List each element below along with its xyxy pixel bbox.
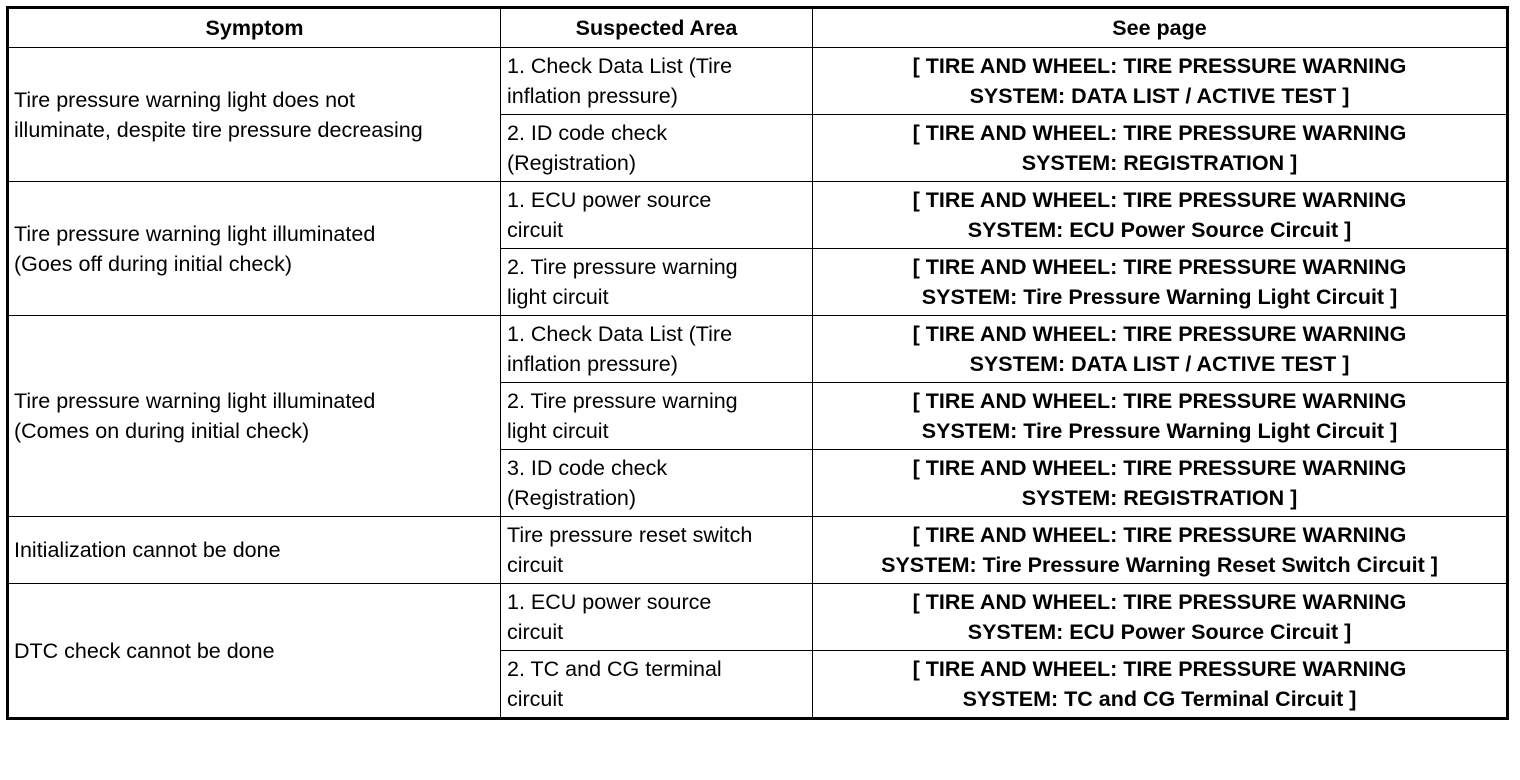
suspected-area-cell xyxy=(501,651,813,719)
see-page-cell xyxy=(813,517,1508,584)
suspected-area-cell xyxy=(501,182,813,249)
suspected-area-line: circuit xyxy=(507,620,564,644)
suspected-area-line: Tire pressure reset switch xyxy=(507,523,753,547)
troubleshooting-table-container xyxy=(6,6,1506,720)
table-row xyxy=(8,48,1508,115)
problem-symptoms-table xyxy=(6,6,1509,720)
suspected-area-line: 2. Tire pressure warning xyxy=(507,255,738,279)
table-header-row xyxy=(8,8,1508,48)
symptom-cell xyxy=(8,584,501,719)
see-page-cell xyxy=(813,115,1508,182)
suspected-area-line: 3. ID code check xyxy=(507,456,668,480)
suspected-area-line: 1. ECU power source xyxy=(507,590,712,614)
suspected-area-line: circuit xyxy=(507,218,564,242)
see-page-reference-line: [ TIRE AND WHEEL: TIRE PRESSURE WARNING xyxy=(912,54,1407,78)
see-page-cell xyxy=(813,450,1508,517)
symptom-line: Tire pressure warning light does not xyxy=(14,87,355,112)
suspected-area-cell xyxy=(501,450,813,517)
see-page-cell xyxy=(813,182,1508,249)
symptom-cell xyxy=(8,48,501,182)
symptom-line: illuminate, despite tire pressure decreasing xyxy=(14,117,423,142)
header-suspected-area: Suspected Area xyxy=(501,8,813,48)
suspected-area-line: 2. Tire pressure warning xyxy=(507,389,738,413)
suspected-area-line: 2. TC and CG terminal xyxy=(507,657,722,681)
see-page-reference-line: [ TIRE AND WHEEL: TIRE PRESSURE WARNING xyxy=(912,523,1407,547)
suspected-area-cell xyxy=(501,115,813,182)
symptom-cell xyxy=(8,517,501,584)
see-page-reference-line: SYSTEM: REGISTRATION ] xyxy=(1021,151,1298,175)
see-page-cell xyxy=(813,651,1508,719)
symptom-line: (Goes off during initial check) xyxy=(14,251,293,276)
suspected-area-line: (Registration) xyxy=(507,486,637,510)
see-page-cell xyxy=(813,316,1508,383)
suspected-area-line: 1. ECU power source xyxy=(507,188,712,212)
see-page-reference-line: [ TIRE AND WHEEL: TIRE PRESSURE WARNING xyxy=(912,389,1407,413)
see-page-reference-line: SYSTEM: REGISTRATION ] xyxy=(1021,486,1298,510)
see-page-reference-line: [ TIRE AND WHEEL: TIRE PRESSURE WARNING xyxy=(912,188,1407,212)
symptom-cell xyxy=(8,182,501,316)
table-row xyxy=(8,584,1508,651)
see-page-reference-line: [ TIRE AND WHEEL: TIRE PRESSURE WARNING xyxy=(912,657,1407,681)
see-page-cell xyxy=(813,383,1508,450)
suspected-area-line: light circuit xyxy=(507,285,609,309)
see-page-reference-line: [ TIRE AND WHEEL: TIRE PRESSURE WARNING xyxy=(912,590,1407,614)
suspected-area-line: 1. Check Data List (Tire xyxy=(507,322,733,346)
see-page-reference-line: SYSTEM: TC and CG Terminal Circuit ] xyxy=(962,687,1357,711)
see-page-cell xyxy=(813,48,1508,115)
suspected-area-cell xyxy=(501,316,813,383)
see-page-cell xyxy=(813,249,1508,316)
suspected-area-line: inflation pressure) xyxy=(507,84,678,108)
table-row xyxy=(8,182,1508,249)
symptom-line: Tire pressure warning light illuminated xyxy=(14,389,376,413)
symptom-line: (Comes on during initial check) xyxy=(14,419,310,443)
symptom-cell xyxy=(8,316,501,517)
table-body xyxy=(8,48,1508,719)
header-symptom: Symptom xyxy=(8,8,501,48)
see-page-reference-line: SYSTEM: Tire Pressure Warning Light Circuit ] xyxy=(921,285,1398,309)
suspected-area-cell xyxy=(501,383,813,450)
suspected-area-cell xyxy=(501,249,813,316)
table-row xyxy=(8,316,1508,383)
symptom-line: Tire pressure warning light illuminated xyxy=(14,221,376,246)
see-page-reference-line: SYSTEM: ECU Power Source Circuit ] xyxy=(967,218,1352,242)
suspected-area-line: (Registration) xyxy=(507,151,637,175)
see-page-cell xyxy=(813,584,1508,651)
suspected-area-cell xyxy=(501,48,813,115)
symptom-line: DTC check cannot be done xyxy=(14,638,275,663)
see-page-reference-line: [ TIRE AND WHEEL: TIRE PRESSURE WARNING xyxy=(912,121,1407,145)
see-page-reference-line: SYSTEM: ECU Power Source Circuit ] xyxy=(967,620,1352,644)
see-page-reference-line: [ TIRE AND WHEEL: TIRE PRESSURE WARNING xyxy=(912,456,1407,480)
suspected-area-line: 1. Check Data List (Tire xyxy=(507,54,733,78)
suspected-area-line: circuit xyxy=(507,553,564,577)
header-see-page: See page xyxy=(813,8,1508,48)
suspected-area-line: light circuit xyxy=(507,419,609,443)
suspected-area-line: circuit xyxy=(507,687,564,711)
suspected-area-cell xyxy=(501,517,813,584)
table-row xyxy=(8,517,1508,584)
see-page-reference-line: SYSTEM: DATA LIST / ACTIVE TEST ] xyxy=(969,84,1350,108)
see-page-reference-line: [ TIRE AND WHEEL: TIRE PRESSURE WARNING xyxy=(912,322,1407,346)
see-page-reference-line: [ TIRE AND WHEEL: TIRE PRESSURE WARNING xyxy=(912,255,1407,279)
see-page-reference-line: SYSTEM: Tire Pressure Warning Reset Switch Circuit ] xyxy=(881,553,1438,577)
suspected-area-line: 2. ID code check xyxy=(507,121,668,145)
see-page-reference-line: SYSTEM: Tire Pressure Warning Light Circuit ] xyxy=(921,419,1398,443)
see-page-reference-line: SYSTEM: DATA LIST / ACTIVE TEST ] xyxy=(969,352,1350,376)
suspected-area-cell xyxy=(501,584,813,651)
symptom-line: Initialization cannot be done xyxy=(14,538,281,562)
suspected-area-line: inflation pressure) xyxy=(507,352,678,376)
